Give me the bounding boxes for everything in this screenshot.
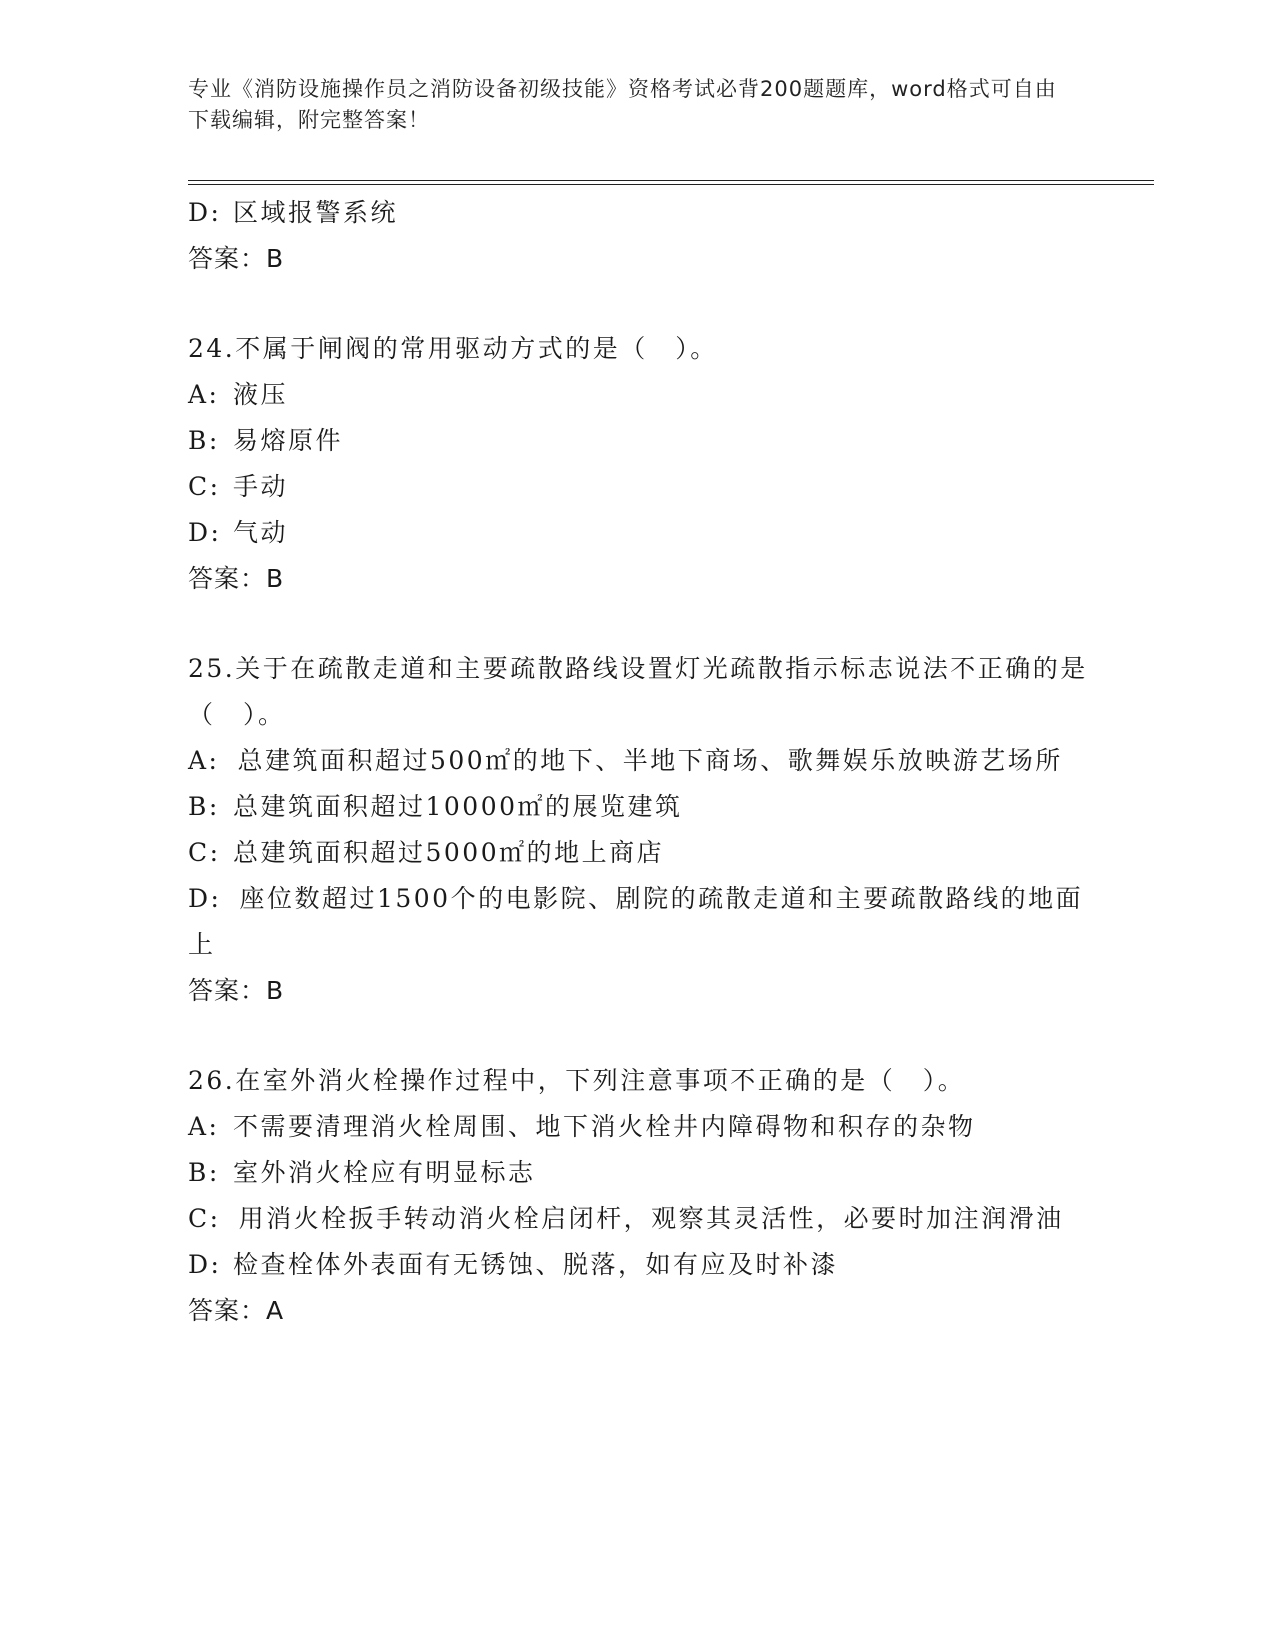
- answer-prev: 答案：B: [188, 244, 285, 273]
- option-letter: C:: [188, 838, 221, 867]
- option-text: 液压: [233, 380, 289, 409]
- option-letter: B:: [188, 426, 220, 455]
- option-b: [188, 418, 1088, 464]
- option-a: [188, 1104, 1088, 1150]
- question-list: [188, 190, 1088, 1334]
- option-a: [188, 738, 1088, 784]
- option-d-prev: [188, 190, 1088, 236]
- option-b: [188, 784, 1088, 830]
- option-b: [188, 1150, 1088, 1196]
- option-letter: D:: [188, 198, 222, 227]
- option-text: 用消火栓扳手转动消火栓启闭杆，观察其灵活性，必要时加注润滑油: [238, 1204, 1064, 1233]
- option-a: [188, 372, 1088, 418]
- option-text: 室外消火栓应有明显标志: [233, 1158, 536, 1187]
- answer: 答案：B: [188, 976, 285, 1005]
- answer: 答案：A: [188, 1296, 285, 1325]
- option-text: 易熔原件: [233, 426, 344, 455]
- option-letter: A:: [188, 746, 220, 775]
- option-text: 座位数超过1500个的电影院、剧院的疏散走道和主要疏散路线的地面上: [188, 884, 1084, 959]
- option-letter: B:: [188, 792, 220, 821]
- option-letter: C:: [188, 1204, 221, 1233]
- option-text: 区域报警系统: [233, 198, 399, 227]
- option-text: 手动: [233, 472, 289, 501]
- question-25: [188, 646, 1088, 1014]
- option-letter: C:: [188, 472, 221, 501]
- option-letter: B:: [188, 1158, 220, 1187]
- option-c: [188, 830, 1088, 876]
- option-letter: D:: [188, 1250, 222, 1279]
- option-text: 总建筑面积超过500㎡的地下、半地下商场、歌舞娱乐放映游艺场所: [237, 746, 1063, 775]
- option-letter: D:: [188, 884, 222, 913]
- option-letter: A:: [188, 1112, 220, 1141]
- option-text: 不需要清理消火栓周围、地下消火栓井内障碍物和积存的杂物: [233, 1112, 976, 1141]
- option-d: [188, 876, 1088, 968]
- answer: 答案：B: [188, 564, 285, 593]
- option-c: [188, 1196, 1088, 1242]
- question-stem: 26.在室外消火栓操作过程中，下列注意事项不正确的是（ ）。: [188, 1066, 966, 1095]
- header-divider: [188, 180, 1154, 185]
- option-text: 总建筑面积超过10000㎡的展览建筑: [233, 792, 683, 821]
- page-header: 专业《消防设施操作员之消防设备初级技能》资格考试必背200题题库，word格式可自由下载编辑，附完整答案！: [188, 77, 1057, 132]
- option-d: [188, 510, 1088, 556]
- question-stem: 24.不属于闸阀的常用驱动方式的是（ ）。: [188, 334, 718, 363]
- question-stem: 25.关于在疏散走道和主要疏散路线设置灯光疏散指示标志说法不正确的是（ ）。: [188, 654, 1088, 729]
- question-26: [188, 1058, 1088, 1334]
- option-letter: A:: [188, 380, 220, 409]
- question-24: [188, 326, 1088, 602]
- option-letter: D:: [188, 518, 222, 547]
- option-c: [188, 464, 1088, 510]
- option-text: 气动: [233, 518, 289, 547]
- option-text: 检查栓体外表面有无锈蚀、脱落，如有应及时补漆: [233, 1250, 839, 1279]
- option-text: 总建筑面积超过5000㎡的地上商店: [233, 838, 665, 867]
- option-d: [188, 1242, 1088, 1288]
